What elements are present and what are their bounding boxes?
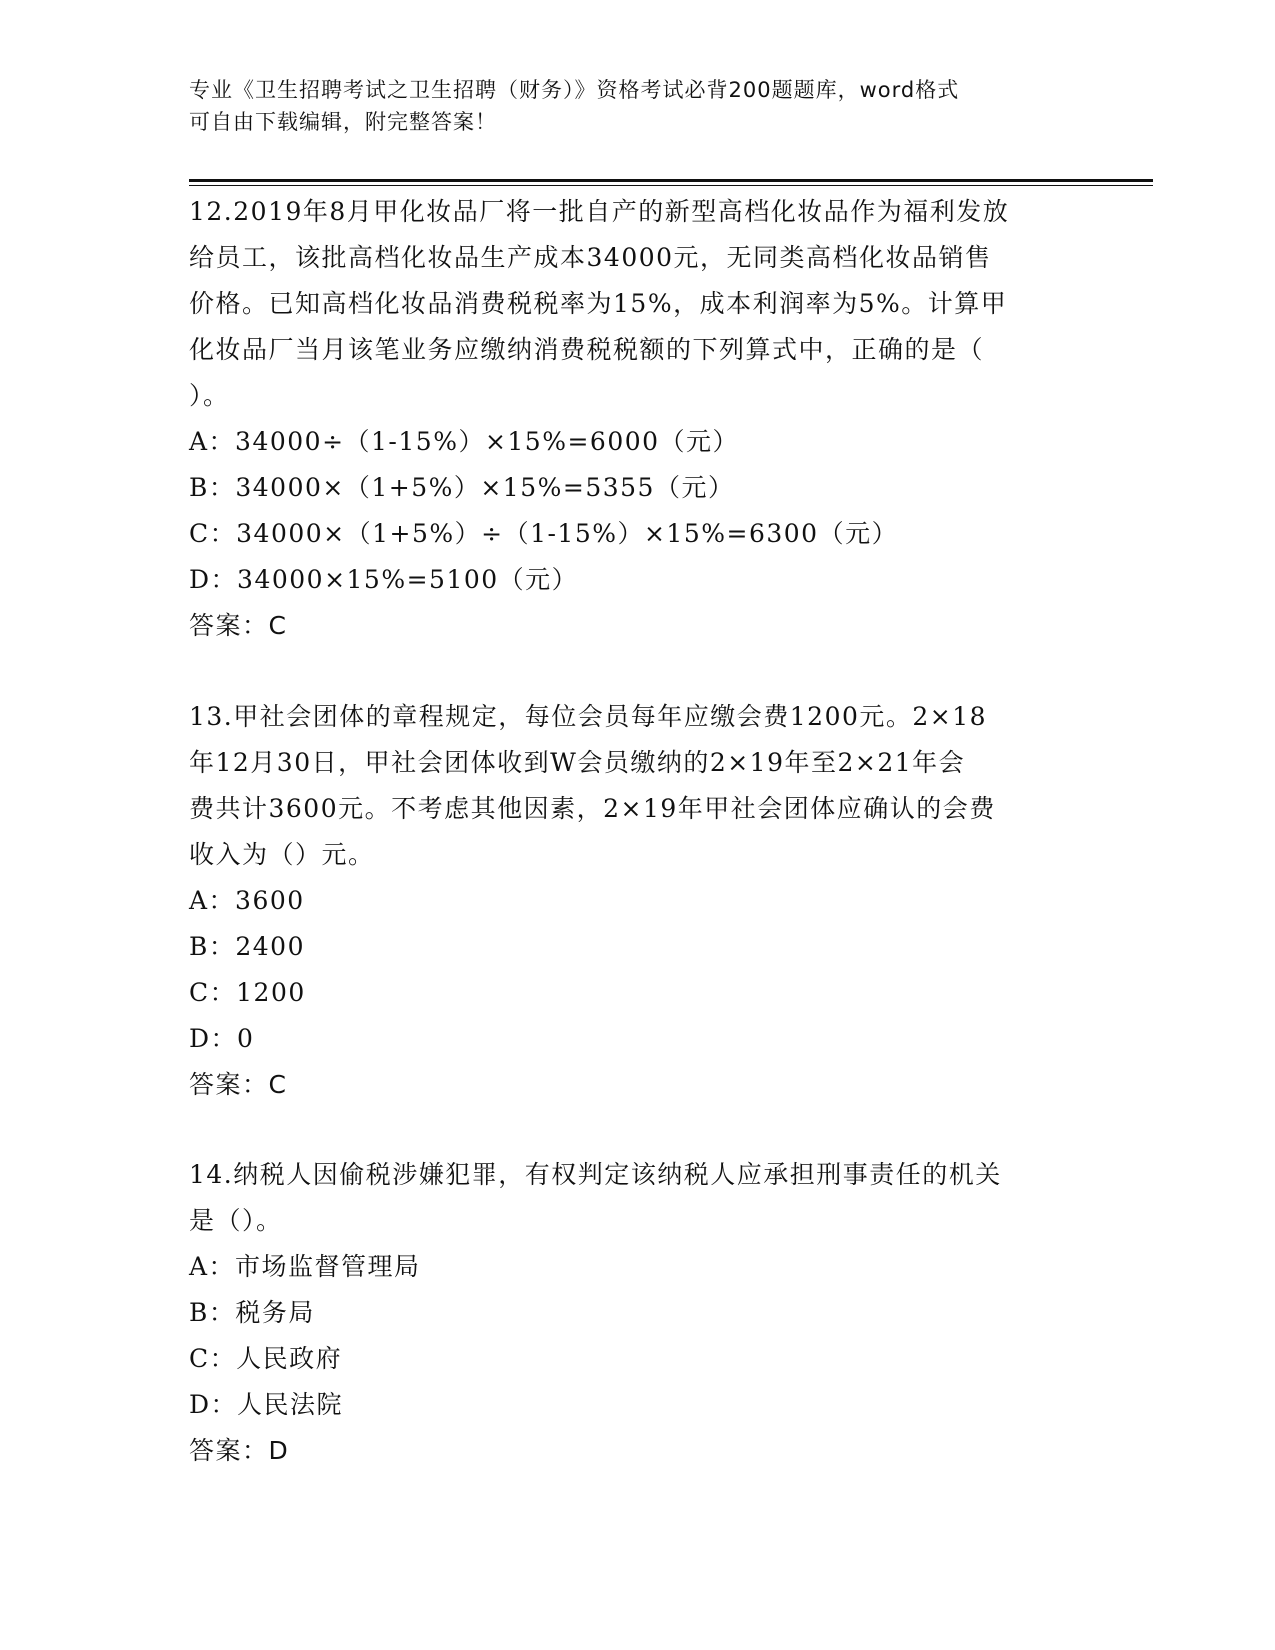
option-c: C：34000×（1+5%）÷（1-15%）×15%=6300（元） [189,519,899,548]
question-12 [189,189,1089,649]
option-d: D：0 [189,1024,255,1053]
option-c: C：人民政府 [189,1344,343,1373]
document-header [189,74,1089,138]
option-b: B：34000×（1+5%）×15%=5355（元） [189,473,735,502]
header-divider-thick [189,179,1153,182]
option-d: D：人民法院 [189,1390,344,1419]
header-line-1: 专业《卫生招聘考试之卫生招聘（财务）》资格考试必背200题题库，word格式 [189,78,960,102]
option-a: A：34000÷（1-15%）×15%=6000（元） [189,427,740,456]
question-text-line: 化妆品厂当月该笔业务应缴纳消费税税额的下列算式中，正确的是（ [189,335,985,364]
question-text-line: 年12月30日，甲社会团体收到W会员缴纳的2×19年至2×21年会 [189,748,966,777]
option-b: B：税务局 [189,1298,315,1327]
question-text-line: 是（）。 [189,1206,283,1235]
option-d: D：34000×15%=5100（元） [189,565,579,594]
question-14 [189,1152,1089,1474]
question-text-line: 14.纳税人因偷税涉嫌犯罪，有权判定该纳税人应承担刑事责任的机关 [189,1160,1002,1189]
question-text-line: 13.甲社会团体的章程规定，每位会员每年应缴会费1200元。2×18 [189,702,988,731]
option-a: A：3600 [189,886,305,915]
question-text-line: 12.2019年8月甲化妆品厂将一批自产的新型高档化妆品作为福利发放 [189,197,1010,226]
question-13 [189,694,1089,1108]
question-text-line: ）。 [189,381,230,410]
option-c: C：1200 [189,978,306,1007]
question-text-line: 收入为（）元。 [189,840,375,869]
question-text-line: 给员工，该批高档化妆品生产成本34000元，无同类高档化妆品销售 [189,243,992,272]
option-b: B：2400 [189,932,305,961]
option-a: A：市场监督管理局 [189,1252,421,1281]
header-divider-thin [189,185,1153,186]
answer-line: 答案：D [189,1436,290,1465]
answer-line: 答案：C [189,1070,288,1099]
question-text-line: 费共计3600元。不考虑其他因素，2×19年甲社会团体应确认的会费 [189,794,996,823]
header-line-2: 可自由下载编辑，附完整答案！ [189,110,497,134]
question-text-line: 价格。已知高档化妆品消费税税率为15%，成本利润率为5%。计算甲 [189,289,1008,318]
answer-line: 答案：C [189,611,288,640]
